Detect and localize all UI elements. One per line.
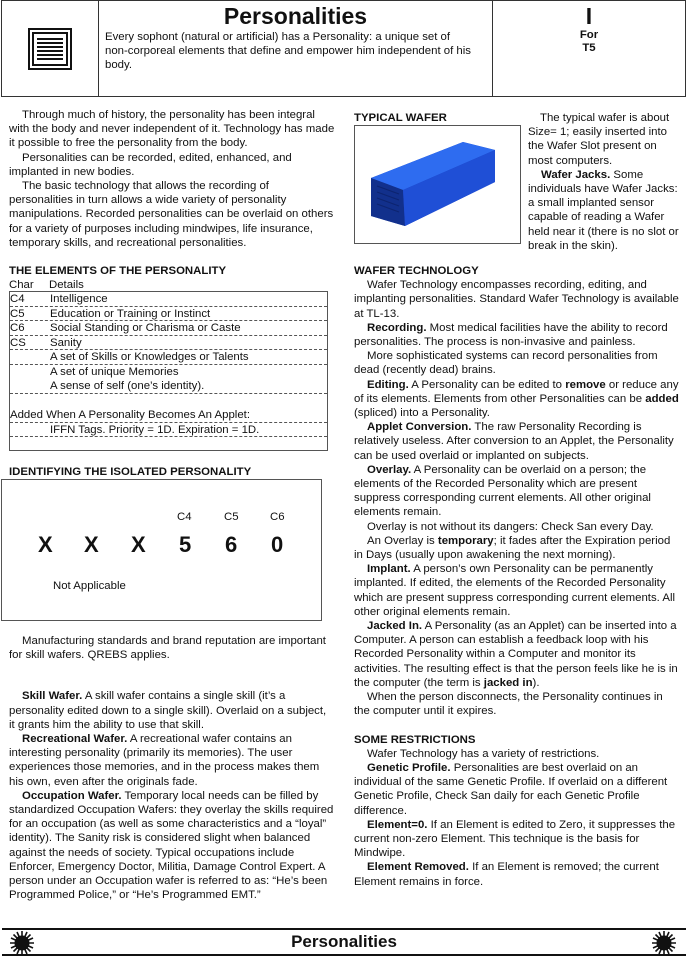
- jacked-in-term: jacked in: [483, 676, 533, 689]
- table-cell-details: [50, 437, 327, 452]
- overlay-temp-c: ; it fades after the Expiration period in Days (usually upon awakening the next morning).: [354, 534, 671, 562]
- right-lower-text: [354, 264, 679, 889]
- applet-lead: Applet Conversion.: [367, 421, 472, 434]
- overlay-temp-a: An Overlay is: [367, 534, 438, 547]
- jacked-text-c: ).: [532, 676, 540, 689]
- element-removed-text: If an Element is removed; the current Element remains in force.: [354, 861, 659, 888]
- table-row: [10, 350, 327, 365]
- recreational-wafer-paragraph: [9, 732, 335, 789]
- system-label: T5: [582, 42, 596, 54]
- left-column: [9, 108, 335, 292]
- table-cell-details: IFFN Tags. Priority = 1D. Expiration = 1D.: [50, 423, 260, 436]
- table-row: [10, 423, 327, 438]
- ident-label-c5: C5: [224, 511, 239, 523]
- editing-text-e: (spliced) into a Personality.: [354, 407, 490, 420]
- skill-wafer-lead: Skill Wafer.: [22, 690, 83, 703]
- occupation-wafer-lead: Occupation Wafer.: [22, 789, 122, 802]
- genetic-text: Personalities are best overlaid on an individual of the same Genetic Profile. If overlaid on a different Genetic Profile, Check San daily for each Genetic Profile difference.: [354, 761, 668, 817]
- table-row: [10, 307, 327, 322]
- table-cell-details: Education or Training or Instinct: [50, 307, 211, 320]
- intro-paragraph: The basic technology that allows the recording of personalities in turn allows a wide variety of personality manipulations. Recorded personalities can be overlaid on others for a variety of purposes including mindwipes, life insurance, temporary skills, and recreational personalities.: [9, 180, 334, 249]
- restrictions-heading: SOME RESTRICTIONS: [354, 733, 476, 746]
- implant-text: A person’s own Personality can be permanently implanted. If edited, the elements of the Recorded Personality which are present suppress corresponding current elements. All other original elements remain.: [354, 563, 676, 618]
- table-row: [10, 365, 327, 380]
- editing-remove: remove: [565, 378, 606, 391]
- table-cell-char: [10, 379, 50, 393]
- for-label: For: [579, 29, 599, 41]
- table-cell-details: Social Standing or Charisma or Caste: [50, 322, 241, 334]
- ident-note: Not Applicable: [53, 580, 126, 592]
- page-description: Every sophont (natural or artificial) has a Personality: a unique set of non-corporeal elements that define and empower him independent of his body.: [105, 31, 471, 72]
- category-letter: I: [585, 3, 593, 29]
- table-row: [10, 437, 327, 452]
- page-header: [1, 0, 686, 97]
- overlay-lead: Overlay.: [367, 463, 412, 476]
- details-column-header: Details: [49, 279, 84, 292]
- editing-paragraph: [354, 378, 679, 421]
- applet-paragraph: [354, 420, 679, 463]
- table-cell-details: A set of unique Memories: [50, 365, 179, 378]
- header-icon-cell: [2, 1, 99, 96]
- typical-wafer-text-block: [528, 111, 680, 253]
- table-cell-char: [10, 423, 50, 437]
- overlay-temp-b: temporary: [437, 534, 494, 547]
- table-cell-details: Sanity: [50, 336, 82, 349]
- typical-wafer-heading: TYPICAL WAFER: [354, 112, 447, 124]
- jacked-lead: Jacked In.: [367, 620, 423, 633]
- overlay-danger-paragraph: Overlay is not without its dangers: Check San every Day.: [367, 520, 654, 533]
- sunburst-icon: [651, 930, 677, 956]
- element-removed-paragraph: [354, 860, 679, 888]
- table-row: [10, 336, 327, 351]
- intro-paragraph: Through much of history, the personality has been integral with the body and never independent of it. Technology has made it possible to free the personality from the body.: [9, 109, 335, 150]
- wafer-image-frame: [354, 125, 521, 244]
- elements-table: [9, 291, 328, 451]
- typical-wafer-paragraph: [528, 111, 680, 168]
- wafer-jacks-text: Some individuals have Wafer Jacks: a small implanted sensor capable of reading a Wafer held near it (there is no slot or break in the skin).: [528, 168, 679, 252]
- occupation-wafer-paragraph: [9, 789, 335, 903]
- table-cell-char: C6: [10, 322, 25, 334]
- wafer-technology-heading: WAFER TECHNOLOGY: [354, 265, 479, 277]
- table-row: [10, 292, 327, 307]
- ident-value: X: [38, 532, 53, 557]
- table-cell-details: A sense of self (one’s identity).: [50, 380, 205, 392]
- recording-text: Most medical facilities have the ability to record personalities. The process is non-invasive and painless.: [354, 321, 668, 349]
- recreational-wafer-lead: Recreational Wafer.: [22, 733, 128, 746]
- overlay-text: A Personality can be overlaid on a person; the elements of the Recorded Personality which are present suppress corresponding current elements. All other original elements remain.: [354, 463, 651, 519]
- wafer-jacks-paragraph: [528, 168, 680, 253]
- recording-paragraph: [354, 321, 679, 349]
- applet-text: The raw Personality Recording is relatively useless. After conversion to an Applet, the Personality can be used overlaid or implanted on subjects.: [354, 421, 674, 462]
- left-lower-text: [9, 634, 335, 902]
- table-cell-char: C4: [10, 293, 25, 305]
- recreational-wafer-text: A recreational wafer contains an interesting personality (primarily its memories). The user experiences those memories, and in the process makes them his own, even after the originals fade.: [9, 733, 320, 788]
- elements-heading: THE ELEMENTS OF THE PERSONALITY: [9, 265, 227, 278]
- sophisticated-paragraph: More sophisticated systems can record personalities from dead (recently dead) brains.: [354, 350, 658, 377]
- table-cell-char: C5: [10, 307, 25, 320]
- typical-wafer-text: The typical wafer is about Size= 1; easily inserted into the Wafer Slot present on most computers.: [528, 112, 670, 167]
- editing-text-c: or reduce any of its elements. Elements from other Personalities can be: [354, 378, 679, 405]
- ident-value: 0: [271, 532, 284, 557]
- ident-value: X: [131, 532, 146, 557]
- ident-box: [1, 479, 322, 621]
- footer-title: Personalities: [291, 932, 397, 951]
- skill-wafer-text: A skill wafer contains a single skill (it’s a personality edited down to a single skill). Overlaid on a subject, it grants him the ability to use that skill.: [9, 690, 327, 731]
- table-cell-details: Added When A Personality Becomes An Applet:: [10, 409, 250, 421]
- implant-lead: Implant.: [367, 563, 411, 576]
- page-title: Personalities: [223, 3, 368, 29]
- disconnect-paragraph: When the person disconnects, the Personality continues in the computer until it expires.: [354, 691, 663, 718]
- restrictions-intro: Wafer Technology has a variety of restrictions.: [367, 747, 600, 760]
- editing-text-a: A Personality can be edited to: [408, 378, 566, 391]
- element-zero-lead: Element=0.: [367, 818, 428, 831]
- tech-intro-paragraph: Wafer Technology encompasses recording, editing, and implanting personalities. Standard Wafer Technology is available at TL-13.: [354, 279, 679, 320]
- identifying-heading: IDENTIFYING THE ISOLATED PERSONALITY: [9, 466, 252, 478]
- table-cell-char: [10, 437, 50, 452]
- table-row: [10, 408, 327, 423]
- occupation-wafer-text: Temporary local needs can be filled by standardized Occupation Wafers: they overlay the skills required for an occupation (as well as some characteristics and a “loyal” identity). The Sanity risk is considered slight when balanced against the needs of society. Typical occupations include Enforcer, Emergency Doctor, Militia, Damage Control Expert. A person under an Occupation wafer is referred to as: “He’s been Programmed Police,” or “He’s Programmed EMT.”: [9, 789, 334, 902]
- overlay-temp-paragraph: [354, 534, 679, 562]
- table-cell-char: [10, 350, 50, 364]
- char-column-header: Char: [9, 279, 34, 292]
- wafer-illustration: [355, 126, 520, 243]
- manufacturing-paragraph: Manufacturing standards and brand reputation are important for skill wafers. QREBS applies.: [9, 635, 326, 662]
- table-cell-details: A set of Skills or Knowledges or Talents: [50, 351, 249, 363]
- header-title-cell: [99, 1, 493, 96]
- ident-value: X: [84, 532, 99, 557]
- table-cell-char: [10, 394, 50, 409]
- footer-rule-top: [2, 928, 686, 930]
- editing-added: added: [645, 392, 679, 405]
- table-row: [10, 321, 327, 336]
- ident-value: 5: [179, 532, 192, 557]
- jacked-paragraph: [354, 619, 679, 690]
- ident-value: 6: [225, 532, 238, 557]
- table-cell-details: Intelligence: [50, 293, 108, 305]
- document-stack-icon: [28, 28, 72, 70]
- table-cell-details: [50, 394, 327, 409]
- implant-paragraph: [354, 562, 679, 619]
- genetic-lead: Genetic Profile.: [367, 761, 451, 774]
- sunburst-icon: [9, 930, 35, 956]
- intro-paragraph: Personalities can be recorded, edited, enhanced, and implanted in new bodies.: [9, 151, 292, 178]
- table-cell-char: [10, 365, 50, 380]
- element-zero-text: If an Element is edited to Zero, it suppresses the current non-zero Element. This technique is the basis for Mindwipe.: [354, 818, 676, 860]
- table-cell-char: CS: [10, 336, 26, 349]
- footer-rule-bottom: [2, 954, 686, 956]
- table-row: [10, 394, 327, 409]
- wafer-jacks-lead: Wafer Jacks.: [541, 168, 611, 181]
- ident-label-c6: C6: [270, 511, 285, 523]
- table-row: [10, 379, 327, 394]
- element-zero-paragraph: [354, 818, 679, 861]
- header-category-cell: [493, 1, 685, 96]
- skill-wafer-paragraph: [9, 689, 335, 732]
- ident-label-c4: C4: [177, 511, 192, 523]
- overlay-paragraph: [354, 463, 679, 520]
- genetic-paragraph: [354, 761, 679, 818]
- element-removed-lead: Element Removed.: [367, 861, 469, 874]
- recording-lead: Recording.: [367, 321, 427, 334]
- jacked-text-a: A Personality (as an Applet) can be inserted into a Computer. A person can establish a feedback loop with his Recorded Personality within a Computer and monitor its activities. The resulting effect is that the person feels like he is in the computer (the term is: [354, 620, 678, 689]
- editing-lead: Editing.: [367, 378, 409, 391]
